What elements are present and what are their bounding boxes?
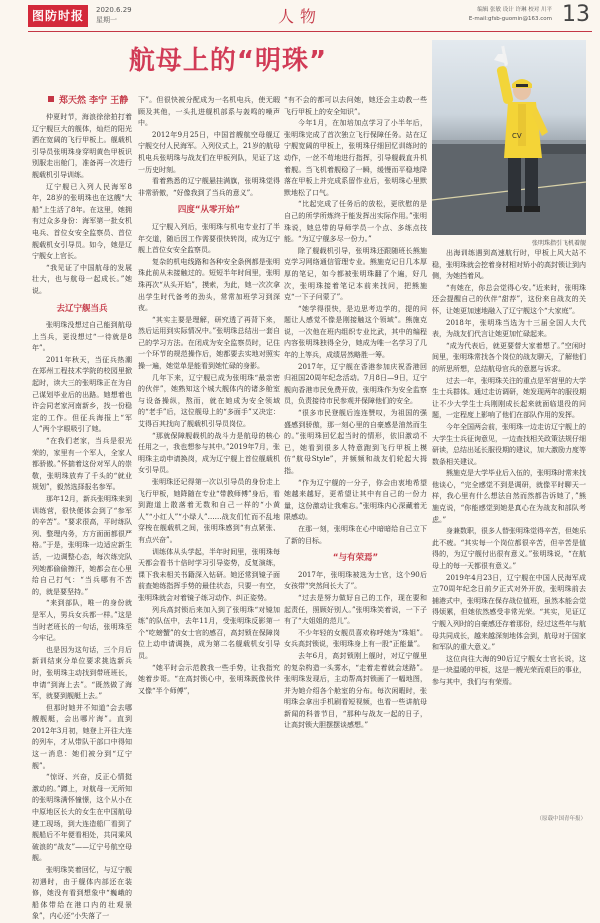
newspaper-logo: 图防时报 (28, 5, 88, 27)
paragraph: “其实主要是理解，研究透了再背下来，然后运用到实际情况中。”张明珠总结出一套自己的学习方法。在闭成为安全监察员时，记住一个环节的规范操作后，她都要去实地对照实操一遍，她觉单是能看到她忙碌的身影。 (138, 315, 280, 371)
paragraph: 2019年4月23日，辽宁舰在中国人民海军成立70周年纪念日前夕正式对外开放，张明珠前去捕港式中，张明珠在保存战位值班，虽然本能会觉得烦累，但她依然感受非常光荣。“其实，见证辽宁舰入列时的自豪感还存着那份，经过这些年与航母共同成长，越来越深刻地体会到，航母对于国家和军队的重大意义。” (432, 573, 586, 652)
byline-authors: 郑天然 李宁 王静 (59, 96, 129, 106)
paragraph: 几年下来，辽宁舰已成为张明珠“最亲密的伙伴”，她熟知这个城大舰体内的诸多舱室与设备操纵，熬而，就在她成为安全领域的“老手”后，这位舰母上的“多面手”又决定：艾得百其找向了舰载机引导员岗位。 (138, 373, 280, 429)
article-photo (432, 40, 586, 235)
paragraph: 今年1月，在加培加点学习了小半年后，张明珠完成了首次独立飞行保障任务。站在辽宁舰宽阔的甲板上，张明珠仔细回忆训练时的动作，一丝不苟地进行指挥，引导舰载直升机着舰。当飞机着舰稳了一瞬，缓慢而平稳地降落在甲板上并完成系留作业后，张明珠心里默默地松了口气。 (284, 119, 427, 197)
paragraph: “过去是努力做好自己的工作，现在要和起责任，照顾好别人。”张明珠笑着说，一下子有了“大姐姐的范儿”。 (284, 593, 427, 626)
header-rule (28, 31, 592, 32)
paragraph: “作为辽宁舰的一分子，你会由衷地希望她越来越好，更希望让其中有自己的一份力量，这份激动让我难忘。”张明珠内心深藏着无限感动。 (284, 478, 427, 522)
paragraph: 训练体从头学起，半年时间里，张明珠每天都会看书十倍时学习引导姿势，反复演练，课下我未相关书籍深入钻研。她还常到镜子面前查她练指挥手势的最佳状态，只要一有空，张明珠就会对着镜子练习动作、纠正姿势。 (138, 547, 280, 602)
staff-credits (469, 6, 552, 24)
photo-caption: 张明珠指引飞机着舰 (531, 240, 586, 247)
issue-weekday: 星期一 (96, 16, 117, 24)
paragraph: “惊讶、兴奋，反正心情挺激动的。”蹲上，对航母一无所知的张明珠满怀憧憬，这个从小在中原地区长大的女生在中国航母建工现场，到大连造船厂看到了舰船后不年便看相处，共同乘风破浪的“战友”——辽宁号航空母舰。 (32, 773, 132, 863)
paragraph: “在我们老家，当兵是很光荣的，家里有一个军人，全家人都骄傲。”怀揣着这份对军人的崇敬，张明珠放弃了千头的“就业规划”，毅然选择报名参军。 (32, 437, 132, 492)
paragraph: 张明珠笑着回忆，与辽宁舰初遇时，由于舰体内部还在装修，她没有看到想象中“巍峨的船体带给在港口内的壮观景象”，内心还“小失落了一 (32, 866, 132, 921)
paragraph: 熊施克是大学毕业后入伍的，张明珠时常来找他谈心，“完全感觉不到是调研，就像平时聊天一样，我心里有什么想法自然而然都告诉她了，”熊施克说，“你能感觉到她是真心在为战友和部队考虑。” (432, 469, 586, 524)
section-title: 人物 (277, 7, 322, 26)
paragraph: 张明珠还记得第一次以引导员的身份走上飞行甲板，她降随在专业“带教师傅”身后，看到跑道上散落着无数和自己一样的“小黄人”“小红人”“小绿人”……战友们忙而不乱地穿梭在舰载机之间，张明珠感到“有点紧张、有点兴奋”。 (138, 478, 280, 544)
paragraph: 出海训练遇到高速航行时，甲板上风大站不稳，张明珠就会挖着身材相对矫小的高封锁让到内侧，为她挡着风。 (432, 249, 586, 281)
paragraph: 不少年轻的女舰员喜欢称呼她为“珠姐”。女兵高封锁说，张明珠身上有一股“正能量”。 (284, 628, 427, 649)
paragraph: 2017年，辽宁舰在香港参加庆祝香港回归祖国20周年纪念活动。7月8日—9日，辽宁舰向香港市民免费开放，张明珠作为安全监察员，负责接待市民参观并保障他们的安全。 (284, 362, 427, 406)
paragraph: “她学得很快，是边思考边学的，提的问题让人感觉不像是刚接触这个领域”。熊施克说，一次他在班内组织专业比武，其中的编程内容张明珠独得全分，她成为唯一名学习了几年的上等兵，成绩居然略胜一筹。 (284, 304, 427, 360)
paragraph: 那年12月，新兵张明珠来到训练营，很快便体会到了“参军的辛苦”。“要求很高，平时练队列、整理内务，方方面面都很严格。”于是，张明珠一边适应新生活，一边调整心态，每次练完队列她都偷偷擦汗，她都会在心里给自己打气：“当兵哪有不苦的，就是要坚持。” (32, 495, 132, 596)
paragraph: 复杂的机电线路和各种安全条例都是张明珠此前从未接触过的。短短半年时间里，张明珠再次“从头开始”，摸索，为此，她一次次拿出学生时代备考的劲头，常常加班学习到深夜。 (138, 257, 280, 313)
paragraph: 仲夏时节，海浪徐徐拍打着辽宁舰巨大的舰体，灿烂的阳光洒在宽阔的飞行甲板上。舰载机引导员张明珠身穿明黄色甲板识别服走出舱门，准备再一次进行舰载机引导训练。 (32, 113, 132, 179)
paragraph: 身兼数职，很多人替张明珠觉得辛苦，但她乐此不疲。“其实每一个岗位都很辛苦，但辛苦是值得的，为辽宁舰付出很有意义。”张明珠说，“在航母上的每一天都很有意义。” (432, 527, 586, 571)
article-title: 航母上的“明珠” (128, 46, 328, 76)
paragraph: “来到部队，唯一的身份就是军人，男兵女兵都一样。”这是当时老班长的一句话，张明珠至今牢记。 (32, 599, 132, 643)
paragraph: 今年全国两会前，张明珠一边走访辽宁舰上的大学生士兵征询意见，一边查找相关政策法规仔细研读，总结出延长服役期的建议，加大激励力度等数条相关建议。 (432, 422, 586, 466)
paragraph: 2012年9月25日，中国首艘航空母舰辽宁舰交付人民海军。入列仪式上，21岁的航母机电兵张明珠与战友们在甲板列队，见证了这一历史时刻。 (138, 130, 280, 174)
article-column-3 (284, 95, 427, 812)
issue-date: 2020.6.29 (96, 6, 132, 14)
paragraph: 辽宁舰已入列人民海军8年，28岁的张明珠也在这艘“大船”上生活了8年。在这里，她拥有过众多身份：海军第一批女机电兵、首位女安全监察员、首位舰载机女引导员。如今，她是辽宁舰女上官长。 (32, 182, 132, 261)
svg-text:CV: CV (512, 132, 522, 140)
paragraph: 2011年秋天，当征兵热潮在郑州工程技术学院的校园里掀起时，读大三的张明珠正在为自己谋划毕业后的出路。她想着也许会同老家河南新乡，找一份稳定的工作。但征兵海报上“军人”两个字眼吸引了她。 (32, 355, 132, 434)
paragraph: 除了舰载机引导，张明珠还跟随班长熊施克学习网络通信管理专业。熊施克记日几本厚厚的笔记，如今都被张明珠翻了个遍，好几次，张明珠接着笔记本前来找问，把熊施克“一下子问蒙了”。 (284, 246, 427, 302)
paragraph: 也是因为这句话，三个月后新训结束分单位要求挑选新兵时，张明珠主动找到带班班长，申请“到海上去”。“既然做了海军，就要到舰艇上去。” (32, 645, 132, 701)
source-credit: （原载中国青年报） (536, 816, 586, 822)
paragraph: 过去一年，张明珠关注的重点是军营里的大学生士兵群体。通过走访调研，她发现两年的服役期让不少大学生士兵刚刚成长起来就面临退役的问题，一定程度上影响了他们在部队作用的发挥。 (432, 376, 586, 420)
subheading: 四度“从零开始” (177, 205, 241, 216)
paragraph: “那就保障舰载机的战斗力是航母的核心任用之一，我也想参与其中。”2019年7月，张明珠主动申请换岗，成为辽宁舰上首位舰载机女引导员。 (138, 431, 280, 475)
paragraph: 这位向往大海的90后辽宁舰女士官长说，这是一块温暖的甲板，这是一艘光荣而艰巨的事业，参与其中，我们与有荣焉。 (432, 654, 586, 686)
article-column-1 (32, 112, 132, 921)
staff-names: 编辑 张敏 设计 许琳 校对 川平 (477, 7, 552, 13)
paragraph: “成为代表后，就更要替大家着想了。”空闲时间里，张明珠常找各个岗位的战友聊天，了解他们的所思所想，总结航母官兵的意愿与诉求。 (432, 341, 586, 373)
page-header (0, 0, 600, 34)
page-number: 13 (562, 2, 590, 27)
article-byline (48, 93, 128, 106)
article-column-2 (138, 95, 280, 812)
byline-marker (48, 96, 54, 102)
paragraph: 看着熟悉的辽宁舰悬挂满旗，张明珠觉得非常骄傲，“好像我到了当兵的意义”。 (138, 177, 280, 197)
paragraph: “我见证了中国航母的发展壮大，也与航母一起成长。”她说。 (32, 263, 132, 295)
subheading: 去辽宁舰当兵 (56, 303, 108, 314)
paragraph: 2017年，张明珠被选为士官，这个90后女孩带“突然间长大了”。 (284, 570, 427, 591)
paragraph: 去年6月，高封锁刚上舰时，对辽宁舰里的复杂构造一头雾水，“走着走着就会迷路”。张明珠发现后，主动帮高封锁画了一幅地图，并为她介绍各个舱室的分布。每次闲暇时，张明珠会拿出手机刷看短视频，也看一些讲航母新闻的科普节目，“那种与战友一起的日子，让高封锁大胆摆摆谈感想。” (284, 651, 427, 730)
paragraph: “比起完成了任务后的放松，更欣慰的是自己的所学所炼终于能发挥出实际作用。”张明珠说，她总带的导师学员一个点、多练点技能。“为辽宁舰多尽一份力。” (284, 200, 427, 244)
paragraph: 2018年，张明珠当选为十三届全国人大代表，为战友们代言让她更加忙碌起来。 (432, 318, 586, 339)
paragraph: “很多市民登舰后连连赞叹，为祖国的强盛感到骄傲，那一刻心里的自豪感是油然而生的。”张明珠回忆起当时的情形，依旧激动不已，她看到很多人特意跑到飞行甲板上模仿“航母Style”，并频频和战友们轮起大拇指。 (284, 409, 427, 475)
subheading: “与有荣焉” (332, 553, 379, 564)
paragraph: 在那一刻，张明珠在心中暗暗给自己立下了新的目标。 (284, 524, 427, 545)
signal-officer-illustration (432, 40, 586, 235)
article-column-4 (432, 248, 586, 812)
contact-email: E-mail:gfsb-guomin@163.com (468, 16, 552, 22)
paragraph: 列兵高封锁后来加入到了张明珠“对镜加练”的队伍中，去年11月，受张明珠反影第一个“吃螃蟹”的女士官的感召，高封锁在保障岗位上动申请调换，成为第二名舰载机女引导员。 (138, 605, 280, 660)
paragraph: 但那时她并不知道“会去哪艘舰艇，会出哪片海”。直到2012年3月初，她登上开往大连的列车，才从带队干部口中得知这一消息：她们被分到“辽宁舰”。 (32, 703, 132, 770)
paragraph: “有她在，你总会觉得心安。”近来时，张明珠还会提醒自己的伙伴“甜荐”，这份来自战友的关怀，让她更加速地融入了辽宁舰这个“大家庭”。 (432, 283, 586, 315)
paragraph: “有不会的都可以去问她，她还会主动教一些飞行甲板上的安全知识”。 (284, 96, 427, 116)
paragraph: “她平时会示范教我一些手势，让我指究她着步哥。“在高封锁心中，张明珠既像伙伴又像“半个师傅”， (138, 663, 280, 695)
paragraph: 张明珠没想过自己能到航母上当兵，更没想过“一待就是8年”。 (32, 321, 132, 353)
paragraph: 下”。但很快被分配成为一名机电兵，使无暇顾及其他，一头扎进舰机部系与轰鸣的噪声中。 (138, 96, 280, 128)
paragraph: 辽宁舰入列后，张明珠与机电专业打了半年交道，随后因工作需要很快转岗，成为辽宁舰上首位女安全监察员。 (138, 222, 280, 255)
